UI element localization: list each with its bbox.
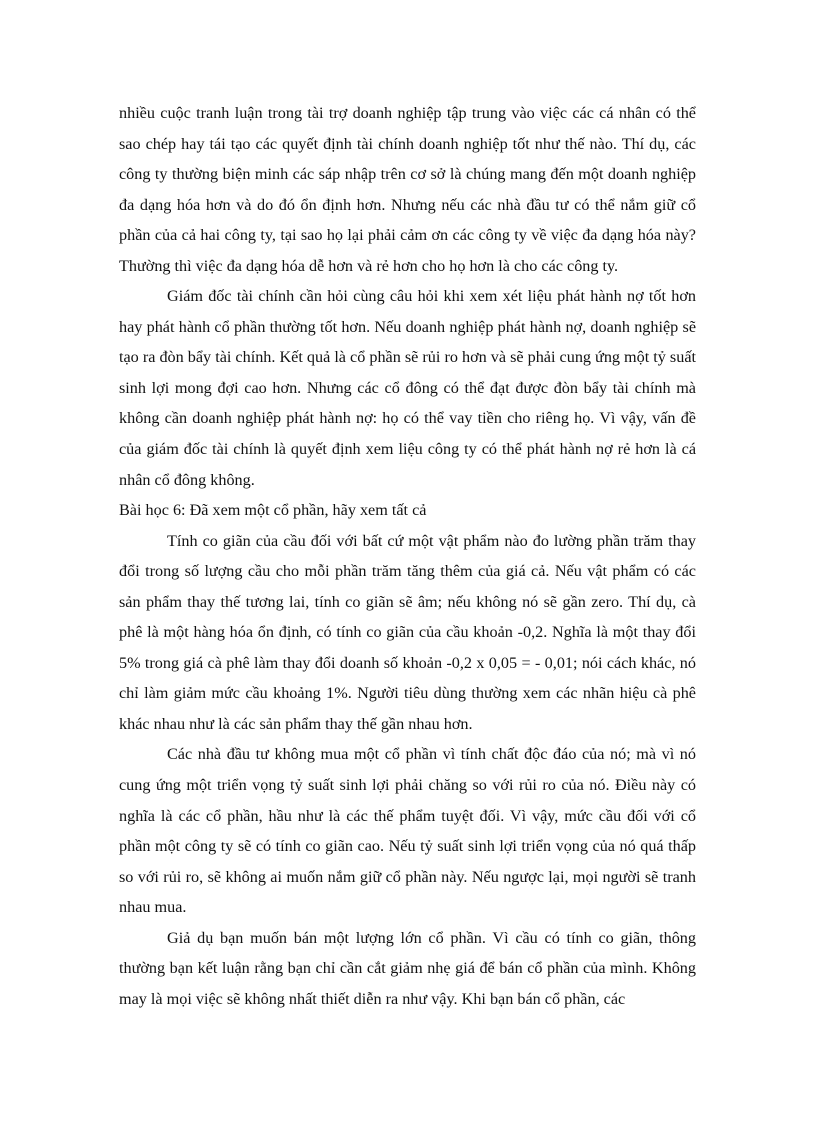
lesson-6-heading: Bài học 6: Đã xem một cổ phần, hãy xem tất cả xyxy=(119,501,427,520)
document-body xyxy=(119,98,696,1014)
paragraph-selling-shares: Giả dụ bạn muốn bán một lượng lớn cổ phần. Vì cầu có tính co giãn, thông thường bạn kết luận rằng bạn chỉ cần cắt giảm nhẹ giá để bán cổ phần của mình. Không may là mọi việc sẽ không nhất thiết diễn ra như vậy. Khi bạn bán cổ phần, các xyxy=(119,928,696,1008)
paragraph-investors: Các nhà đầu tư không mua một cổ phần vì tính chất độc đáo của nó; mà vì nó cung ứng một triển vọng tỷ suất sinh lợi phải chăng so với rủi ro của nó. Điều này có nghĩa là các cổ phần, hầu như là các thế phẩm tuyệt đối. Vì vậy, mức cầu đối với cổ phần một công ty sẽ có tính co giãn cao. Nếu tỷ suất sinh lợi triển vọng của nó quá thấp so với rủi ro, sẽ không ai muốn nắm giữ cổ phần này. Nếu ngược lại, mọi người sẽ tranh nhau mua. xyxy=(119,745,696,917)
paragraph-financial-leverage: Giám đốc tài chính cần hỏi cùng câu hỏi khi xem xét liệu phát hành nợ tốt hơn hay phát hành cổ phần thường tốt hơn. Nếu doanh nghiệp phát hành nợ, doanh nghiệp sẽ tạo ra đòn bẩy tài chính. Kết quả là cổ phần sẽ rủi ro hơn và sẽ phải cung ứng một tỷ suất sinh lợi mong đợi cao hơn. Nhưng các cổ đông có thể đạt được đòn bẩy tài chính mà không cần doanh nghiệp phát hành nợ: họ có thể vay tiền cho riêng họ. Vì vậy, vấn đề của giám đốc tài chính là quyết định xem liệu công ty có thể phát hành nợ rẻ hơn là cá nhân cổ đông không. xyxy=(119,287,697,489)
paragraph-elasticity: Tính co giãn của cầu đối với bất cứ một vật phẩm nào đo lường phần trăm thay đổi trong số lượng cầu cho mỗi phần trăm tăng thêm của giá cả. Nếu vật phẩm có các sản phẩm thay thế tương lai, tính co giãn sẽ âm; nếu không nó sẽ gần zero. Thí dụ, cà phê là một hàng hóa ổn định, có tính co giãn của cầu khoản -0,2. Nghĩa là một thay đổi 5% trong giá cà phê làm thay đổi doanh số khoản -0,2 x 0,05 = - 0,01; nói cách khác, nó chỉ làm giảm mức cầu khoảng 1%. Người tiêu dùng thường xem các nhãn hiệu cà phê khác nhau như là các sản phẩm thay thế gần nhau hơn. xyxy=(119,531,696,733)
paragraph-continuation: nhiều cuộc tranh luận trong tài trợ doanh nghiệp tập trung vào việc các cá nhân có thể sao chép hay tái tạo các quyết định tài chính doanh nghiệp tốt như thế nào. Thí dụ, các công ty thường biện minh các sáp nhập trên cơ sở là chúng mang đến một doanh nghiệp đa dạng hóa hơn và do đó ổn định hơn. Nhưng nếu các nhà đầu tư có thể nắm giữ cổ phần của cả hai công ty, tại sao họ lại phải cảm ơn các công ty về việc đa dạng hóa này? Thường thì việc đa dạng hóa dễ hơn và rẻ hơn cho họ hơn là cho các công ty. xyxy=(119,104,696,275)
